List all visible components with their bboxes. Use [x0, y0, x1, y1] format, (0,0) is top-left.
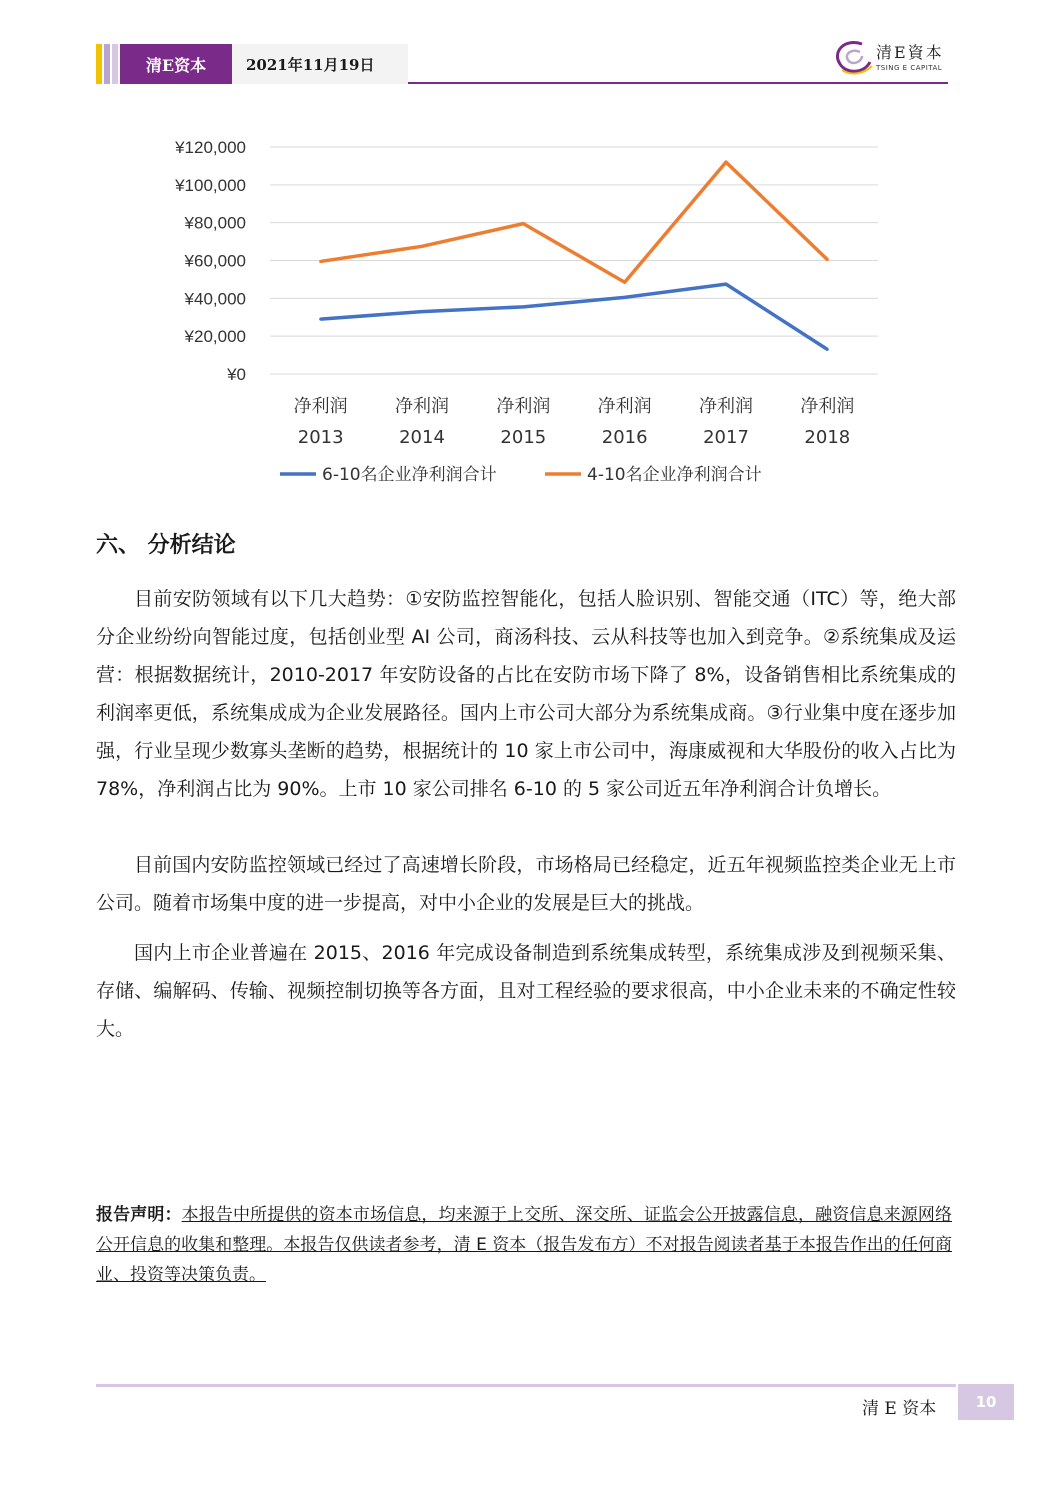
y-tick-label: ¥80,000 [184, 213, 246, 233]
header-brand: 清E资本 [120, 44, 232, 84]
header-rule [408, 82, 948, 84]
paragraph-trends: 目前安防领域有以下几大趋势：①安防监控智能化，包括人脸识别、智能交通（ITC）等，绝大部分企业纷纷向智能过度，包括创业型 AI 公司，商汤科技、云从科技等也加入到竞争。②系统集成及运营：根据数据统计，2010-2017 年安防设备的占比在安防市场下降了 8%，设备销售相比系统集成的利润率更低，系统集成成为企业发展路径。国内上市公司大部分为系统集成商。③行业集中度在逐步加强，行业呈现少数寡头垄断的趋势，根据统计的 10 家上市公司中，海康威视和大华股份的收入占比为 78%，净利润占比为 90%。上市 10 家公司排名 6-10 的 5 家公司近五年净利润合计负增长。 [96, 588, 956, 800]
x-tick-label: 2016 [601, 427, 648, 448]
series-line [321, 284, 828, 349]
report-disclaimer [96, 1200, 952, 1290]
disclaimer-label: 报告声明： [96, 1205, 182, 1225]
x-tick-label: 2018 [804, 427, 851, 448]
x-tick-label: 2014 [399, 427, 445, 448]
data-point [725, 283, 728, 286]
data-point [522, 305, 525, 308]
data-point [623, 281, 626, 284]
x-tick-label: 净利润 [699, 396, 753, 417]
x-tick-label: 净利润 [800, 396, 855, 417]
data-point [522, 222, 525, 225]
page-number: 10 [958, 1384, 1014, 1420]
y-tick-label: ¥120,000 [175, 138, 246, 157]
x-tick-label: 2013 [297, 427, 344, 448]
y-tick-label: ¥100,000 [175, 175, 246, 195]
logo-text-chinese: 清E資本 [876, 43, 944, 62]
disclaimer-body: 本报告中所提供的资本市场信息，均来源于上交所、深交所、证监会公开披露信息，融资信息来源网络公开信息的收集和整理。本报告仅供读者参考，清 E 资本（报告发布方）不对报告阅读者基于本报告作出的任何商业、投资等决策负责。 [96, 1205, 953, 1285]
data-point [319, 318, 322, 321]
logo-text-english: TSING E CAPITAL [876, 64, 943, 72]
header-accent-yellow [96, 44, 102, 84]
data-point [421, 245, 424, 248]
data-point [421, 310, 424, 313]
x-tick-label: 净利润 [597, 396, 652, 417]
x-tick-label: 净利润 [496, 396, 551, 417]
x-tick-label: 净利润 [395, 396, 449, 417]
header-date: 2021年11月19日 [232, 44, 408, 84]
data-point [826, 258, 829, 261]
data-point [725, 161, 728, 164]
legend-label: 6-10名企业净利润合计 [322, 465, 497, 485]
y-tick-label: ¥40,000 [184, 289, 246, 309]
x-tick-label: 2017 [703, 427, 749, 448]
x-tick-label: 净利润 [293, 396, 348, 417]
x-tick-label: 2015 [500, 427, 547, 448]
data-point [826, 348, 829, 351]
legend-label: 4-10名企业净利润合计 [587, 465, 762, 485]
y-tick-label: ¥20,000 [184, 327, 246, 347]
y-tick-label: ¥0 [227, 365, 246, 384]
net-profit-line-chart [150, 130, 910, 500]
paragraph-transition: 国内上市企业普遍在 2015、2016 年完成设备制造到系统集成转型，系统集成涉及到视频采集、存储、编解码、传输、视频控制切换等各方面，且对工程经验的要求很高，中小企业未来的不确定性较大。 [96, 942, 956, 1040]
footer-rule [96, 1384, 956, 1387]
y-tick-label: ¥60,000 [184, 251, 246, 271]
paragraph-market: 目前国内安防监控领域已经过了高速增长阶段，市场格局已经稳定，近五年视频监控类企业无上市公司。随着市场集中度的进一步提高，对中小企业的发展是巨大的挑战。 [96, 854, 956, 914]
header-accent-lavender-light [112, 44, 118, 84]
data-point [623, 296, 626, 299]
chart-svg [150, 130, 910, 500]
section-title: 六、 分析结论 [96, 533, 236, 558]
data-point [319, 260, 322, 263]
header-accent-lavender [104, 44, 110, 84]
footer-brand: 清 E 资本 [862, 1399, 937, 1419]
